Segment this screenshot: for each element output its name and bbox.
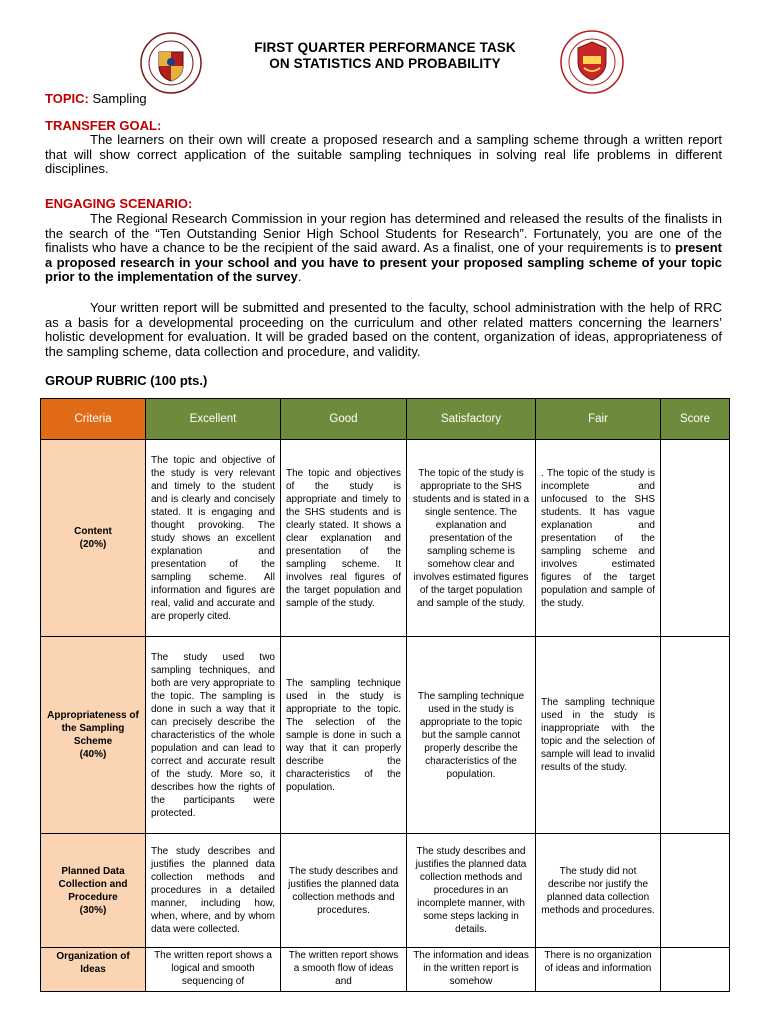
scenario-text-plain: The Regional Research Commission in your region has determined and released the results of the finalists in the search of the “Ten Outstanding Senior High School Students for Research”. Fortunately, you are one of the finalists who have a chance to be the recipient of the said award. As a finalist, one of your requirements is to	[45, 211, 722, 256]
title-line-2: ON STATISTICS AND PROBABILITY	[269, 56, 501, 71]
excellent-cell: The study used two sampling techniques, and both are very appropriate to the topic. The sampling is done in such a way that it can precisely describe the characteristics of the whole population and can lead to correct and accurate result of the study. More so, it describes how the rights of the participants were protected.	[146, 637, 281, 834]
excellent-cell: The written report shows a logical and smooth sequencing of	[146, 948, 281, 992]
header-satisfactory: Satisfactory	[407, 399, 536, 440]
table-row	[41, 440, 730, 637]
header-good: Good	[281, 399, 407, 440]
written-report-text: Your written report will be submitted and presented to the faculty, school administration with the help of RRC as a basis for a developmental proceeding on the curriculum and other related matters concerning the learners’ holistic development for evaluation. It will be graded based on the content, organization of ideas, appropriateness of the sampling scheme, data collection and procedure, and validity.	[45, 300, 722, 359]
transfer-goal-body: The learners on their own will create a proposed research and a sampling scheme through a written report that will show correct application of the suitable sampling techniques in solving real life problems in different disciplines.	[45, 132, 722, 177]
fair-cell: There is no organization of ideas and information	[536, 948, 661, 992]
topic-line	[45, 91, 147, 106]
satisfactory-cell: The sampling technique used in the study is appropriate to the topic but the sample cannot properly describe the characteristics of the population.	[407, 637, 536, 834]
header-score: Score	[661, 399, 730, 440]
transfer-goal-text	[45, 133, 722, 177]
title-line-1: FIRST QUARTER PERFORMANCE TASK	[254, 40, 516, 55]
topic-value: Sampling	[92, 91, 147, 106]
rubric-title: GROUP RUBRIC (100 pts.)	[45, 373, 208, 388]
page-title	[200, 40, 570, 72]
score-cell[interactable]	[661, 637, 730, 834]
score-cell[interactable]	[661, 834, 730, 948]
criteria-name: Appropriateness of the Sampling Scheme	[47, 710, 139, 747]
written-report-paragraph	[45, 301, 722, 359]
fair-cell: . The topic of the study is incomplete and unfocused to the SHS students. It has vague explanation and presentation of the sampling scheme and involves estimated figures of the target population and sample of the study.	[536, 440, 661, 637]
engaging-scenario-label: ENGAGING SCENARIO:	[45, 196, 193, 211]
header-excellent: Excellent	[146, 399, 281, 440]
excellent-cell: The topic and objective of the study is very relevant and timely to the student and is clearly and concisely stated. It is engaging and thought provoking. The study shows an excellent explanation and presentation of the sampling scheme. All information and figures are real, valid and accurate and are properly cited.	[146, 440, 281, 637]
rubric-header-row	[41, 399, 730, 440]
criteria-name: Organization of Ideas	[56, 951, 130, 975]
criteria-weight: (20%)	[79, 539, 107, 550]
table-row	[41, 637, 730, 834]
score-cell[interactable]	[661, 440, 730, 637]
transfer-goal-label: TRANSFER GOAL:	[45, 118, 162, 133]
criteria-weight: (40%)	[79, 749, 107, 760]
good-cell: The sampling technique used in the study is appropriate to the topic. The selection of the sample is done in such a way that it can properly describe the characteristics of the population.	[281, 637, 407, 834]
table-row	[41, 834, 730, 948]
good-cell: The study describes and justifies the planned data collection methods and procedures.	[281, 834, 407, 948]
criteria-cell	[41, 440, 146, 637]
topic-label: TOPIC:	[45, 91, 89, 106]
rubric-table	[40, 398, 730, 992]
criteria-cell	[41, 948, 146, 992]
satisfactory-cell: The study describes and justifies the planned data collection methods and procedures in an incomplete manner, with some steps lacking in details.	[407, 834, 536, 948]
engaging-scenario-paragraph	[45, 212, 722, 285]
criteria-cell	[41, 637, 146, 834]
satisfactory-cell: The information and ideas in the written report is somehow	[407, 948, 536, 992]
scenario-text-bold: present a proposed research in your school and you have to present your proposed sampling scheme of your topic prior to the implementation of the survey	[45, 240, 722, 285]
fair-cell: The study did not describe nor justify the planned data collection methods and procedures.	[536, 834, 661, 948]
university-seal-logo	[140, 32, 202, 94]
criteria-name: Planned Data Collection and Procedure	[58, 865, 128, 903]
criteria-weight: (30%)	[79, 904, 107, 916]
basic-education-seal-logo	[560, 30, 624, 94]
satisfactory-cell: The topic of the study is appropriate to the SHS students and is stated in a single sentence. The explanation and presentation of the sampling scheme is somehow clear and involves estimated figures of the target population and sample of the study.	[407, 440, 536, 637]
fair-cell: The sampling technique used in the study is inappropriate with the topic and the selection of sample will lead to invalid results of the study.	[536, 637, 661, 834]
good-cell: The written report shows a smooth flow of ideas and	[281, 948, 407, 992]
header-fair: Fair	[536, 399, 661, 440]
criteria-cell	[41, 834, 146, 948]
header-criteria: Criteria	[41, 399, 146, 440]
excellent-cell: The study describes and justifies the planned data collection methods and procedures in a detailed manner, including how, when, where, and by whom data were collected.	[146, 834, 281, 948]
scenario-text-end: .	[297, 269, 302, 285]
table-row	[41, 948, 730, 992]
criteria-name: Content	[74, 526, 112, 537]
score-cell[interactable]	[661, 948, 730, 992]
good-cell: The topic and objectives of the study is appropriate and timely to the SHS students and is clearly stated. It shows a clear explanation and presentation of the sampling scheme. It involves real figures of the target population and sample of the study.	[281, 440, 407, 637]
